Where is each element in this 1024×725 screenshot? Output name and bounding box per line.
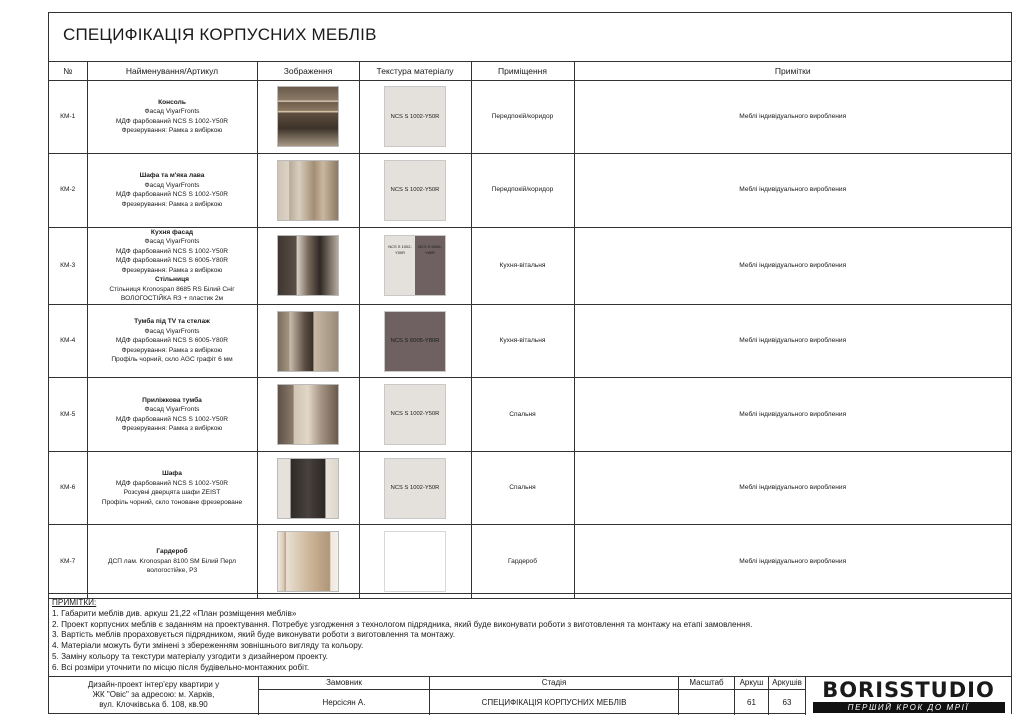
item-code: КМ-3 — [49, 227, 87, 304]
note-line: 4. Матеріали можуть бути змінені з збереженням зовнішнього вигляду та кольору. — [52, 641, 364, 651]
item-room: Передпокій/коридор — [471, 80, 574, 154]
table-row — [49, 525, 1011, 599]
item-description — [87, 80, 257, 154]
swatch-label: NCS S 1002-Y50R — [390, 411, 440, 418]
item-code: КМ-5 — [49, 378, 87, 452]
logo-tagline: ПЕРШИЙ КРОК ДО МРІЇ — [813, 702, 1005, 713]
table-row — [49, 378, 1011, 452]
item-name: Кухня фасад — [150, 228, 194, 236]
item-code: КМ-6 — [49, 451, 87, 525]
table-row — [49, 451, 1011, 525]
item-room: Спальня — [471, 378, 574, 452]
item-spec-line: ВОЛОГОСТІЙКА R3 + пластик 2м — [120, 295, 224, 303]
sheet-label: Аркуш — [735, 677, 768, 690]
table-header-row — [49, 62, 1011, 80]
col-header-texture: Текстура матеріалу — [359, 62, 471, 80]
item-description — [87, 154, 257, 228]
stage-value: СПЕЦИФІКАЦІЯ КОРПУСНИХ МЕБЛІВ — [481, 698, 627, 707]
table-row — [49, 304, 1011, 378]
item-note: Меблі індивідуального виробления — [574, 525, 1011, 599]
note-line: 5. Заміну кольору та текстури матеріалу узгодити з дизайнером проекту. — [52, 652, 328, 662]
item-spec-line: Фрезерування: Рамка з вибіркою — [121, 266, 223, 274]
item-spec-line: Профіль чорний, скло AGC графіт 6 мм — [111, 356, 233, 364]
texture-cell — [359, 227, 471, 304]
item-room: Спальня — [471, 451, 574, 525]
notes-heading: ПРИМІТКИ: — [52, 598, 97, 607]
page-title: СПЕЦИФІКАЦІЯ КОРПУСНИХ МЕБЛІВ — [63, 25, 377, 44]
item-spec-line: МДФ фарбований NCS S 6005-Y80R — [115, 257, 229, 265]
item-name: Приліжкова тумба — [142, 396, 202, 404]
sheets-total-cell — [769, 677, 806, 715]
item-image-cell — [257, 80, 359, 154]
item-spec-line: МДФ фарбований NCS S 1002-Y50R — [115, 247, 229, 255]
customer-cell — [259, 677, 430, 715]
item-room: Гардероб — [471, 525, 574, 599]
address-line: Дизайн-проект інтер'єру квартири у — [87, 680, 220, 689]
item-note: Меблі індивідуального виробления — [574, 227, 1011, 304]
item-spec-line: Фрезерування: Рамка з вибіркою — [121, 200, 223, 208]
item-code: КМ-4 — [49, 304, 87, 378]
col-header-name: Найменування/Артикул — [87, 62, 257, 80]
item-name: Тумба під TV та стелаж — [134, 318, 210, 326]
item-spec-line: вологостійке, Р3 — [146, 567, 198, 575]
item-spec-line: Стільниця Kronospan 8685 RS Білий Сніг — [109, 285, 235, 293]
swatch-label: NCS S 6005-Y80R — [390, 337, 440, 344]
col-header-num: № — [49, 62, 87, 80]
scale-cell — [679, 677, 735, 715]
item-image-cell — [257, 154, 359, 228]
texture-cell — [359, 154, 471, 228]
scale-label: Масштаб — [679, 677, 734, 690]
logo-wordmark: BORISSTUDIO — [822, 678, 995, 702]
item-note: Меблі індивідуального виробления — [574, 304, 1011, 378]
notes-block — [49, 593, 1011, 677]
item-description — [87, 525, 257, 599]
texture-swatch — [384, 160, 446, 221]
furniture-render-image — [277, 311, 339, 372]
item-name: Шафа — [162, 470, 182, 478]
item-code: КМ-1 — [49, 80, 87, 154]
customer-value: Нерсісян А. — [322, 698, 366, 707]
item-room: Кухня-вітальня — [471, 304, 574, 378]
item-note: Меблі індивідуального виробления — [574, 378, 1011, 452]
sheet-cell — [735, 677, 769, 715]
item-spec-line: ДСП лам. Kronospan 8100 SM Білий Перл — [108, 557, 236, 565]
scale-value — [679, 690, 734, 715]
item-description — [87, 227, 257, 304]
texture-swatch — [384, 531, 446, 592]
item-spec-line: Фрезерування: Рамка з вибіркою — [121, 425, 223, 433]
texture-swatch — [384, 311, 446, 372]
address-line: ЖК "Овіс" за адресою: м. Харків, — [92, 690, 215, 700]
texture-swatch — [384, 458, 446, 519]
texture-swatch — [384, 384, 446, 445]
texture-cell — [359, 378, 471, 452]
texture-cell — [359, 525, 471, 599]
item-image-cell — [257, 451, 359, 525]
item-spec-line: МДФ фарбований NCS S 1002-Y50R — [115, 415, 229, 423]
item-code: КМ-7 — [49, 525, 87, 599]
swatch-label: NCS S 1002-Y50R — [390, 484, 440, 491]
note-line: 6. Всі розміри уточнити по місцю після будівельно-монтажних робіт. — [52, 662, 310, 672]
col-header-image: Зображення — [257, 62, 359, 80]
item-spec-line: Фасад ViyarFronts — [144, 238, 200, 246]
texture-swatch — [384, 86, 446, 147]
item-spec-line: МДФ фарбований NCS S 1002-Y50R — [115, 191, 229, 199]
item-spec-line: Розсувні дверцята шафи ZEIST — [123, 489, 221, 497]
item-description — [87, 378, 257, 452]
item-description — [87, 451, 257, 525]
item-name: Шафа та м'яка лава — [139, 172, 205, 180]
swatch-label: NCS S 1002-Y50R — [388, 244, 412, 255]
item-description — [87, 304, 257, 378]
item-spec-line: Фасад ViyarFronts — [144, 181, 200, 189]
item-spec-line: Фасад ViyarFronts — [144, 406, 200, 414]
studio-logo — [806, 677, 1011, 715]
texture-cell — [359, 80, 471, 154]
title-band — [49, 13, 1011, 62]
item-spec-line: МДФ фарбований NCS S 6005-Y80R — [115, 337, 229, 345]
item-name: Гардероб — [156, 548, 188, 556]
furniture-render-image — [277, 86, 339, 147]
item-image-cell — [257, 378, 359, 452]
project-address — [49, 677, 259, 715]
texture-swatch — [384, 235, 446, 296]
note-line: 1. Габарити меблів див. аркуш 21,22 «План розміщення меблів» — [52, 608, 297, 618]
note-line: 3. Вартість меблів прораховується підрядником, який буде виконувати роботи з виготовлення та монтажу. — [52, 630, 455, 640]
furniture-render-image — [277, 384, 339, 445]
swatch-label: NCS S 6005-Y80R — [418, 244, 442, 255]
stage-cell — [430, 677, 679, 715]
sheet-value: 61 — [747, 698, 756, 707]
col-header-notes: Примітки — [574, 62, 1011, 80]
item-note: Меблі індивідуального виробления — [574, 154, 1011, 228]
sheets-value: 63 — [782, 698, 792, 707]
title-block — [49, 676, 1011, 714]
item-note: Меблі індивідуального виробления — [574, 451, 1011, 525]
furniture-render-image — [277, 160, 339, 221]
texture-cell — [359, 451, 471, 525]
customer-label: Замовник — [259, 677, 429, 690]
item-room: Передпокій/коридор — [471, 154, 574, 228]
table-row — [49, 154, 1011, 228]
furniture-render-image — [277, 531, 339, 592]
item-spec-line: Фасад ViyarFronts — [144, 327, 200, 335]
item-code: КМ-2 — [49, 154, 87, 228]
item-spec-line: Фасад ViyarFronts — [144, 108, 200, 116]
item-image-cell — [257, 227, 359, 304]
table-row — [49, 80, 1011, 154]
swatch-label: NCS S 1002-Y50R — [390, 187, 440, 194]
sheets-label: Аркушів — [769, 677, 805, 690]
item-spec-line: МДФ фарбований NCS S 1002-Y50R — [115, 479, 229, 487]
furniture-render-image — [277, 235, 339, 296]
col-header-room: Приміщення — [471, 62, 574, 80]
swatch-label: NCS S 1002-Y50R — [390, 113, 440, 120]
specification-sheet — [48, 12, 1012, 714]
furniture-render-image — [277, 458, 339, 519]
spec-table — [49, 62, 1011, 599]
texture-cell — [359, 304, 471, 378]
item-image-cell — [257, 304, 359, 378]
table-row — [49, 227, 1011, 304]
item-spec-line: Профіль чорний, скло тоноване фрезероване — [101, 498, 243, 506]
item-name: Консоль — [158, 98, 186, 106]
address-line: вул. Клочківська б. 108, кв.90 — [99, 700, 208, 710]
stage-label: Стадія — [430, 677, 678, 690]
item-spec-line: МДФ фарбований NCS S 1002-Y50R — [115, 117, 229, 125]
item-subname: Стільниця — [154, 276, 189, 284]
item-room: Кухня-вітальня — [471, 227, 574, 304]
item-image-cell — [257, 525, 359, 599]
item-spec-line: Фрезерування: Рамка з вибіркою — [121, 127, 223, 135]
item-note: Меблі індивідуального виробления — [574, 80, 1011, 154]
item-spec-line: Фрезерування: Рамка з вибіркою — [121, 346, 223, 354]
note-line: 2. Проект корпусних меблів є заданням на проектування. Потребує узгодження з технологом підрядника, який буде виконувати роботи з виготовлення та монтажу на етапі замовлення. — [52, 619, 753, 629]
